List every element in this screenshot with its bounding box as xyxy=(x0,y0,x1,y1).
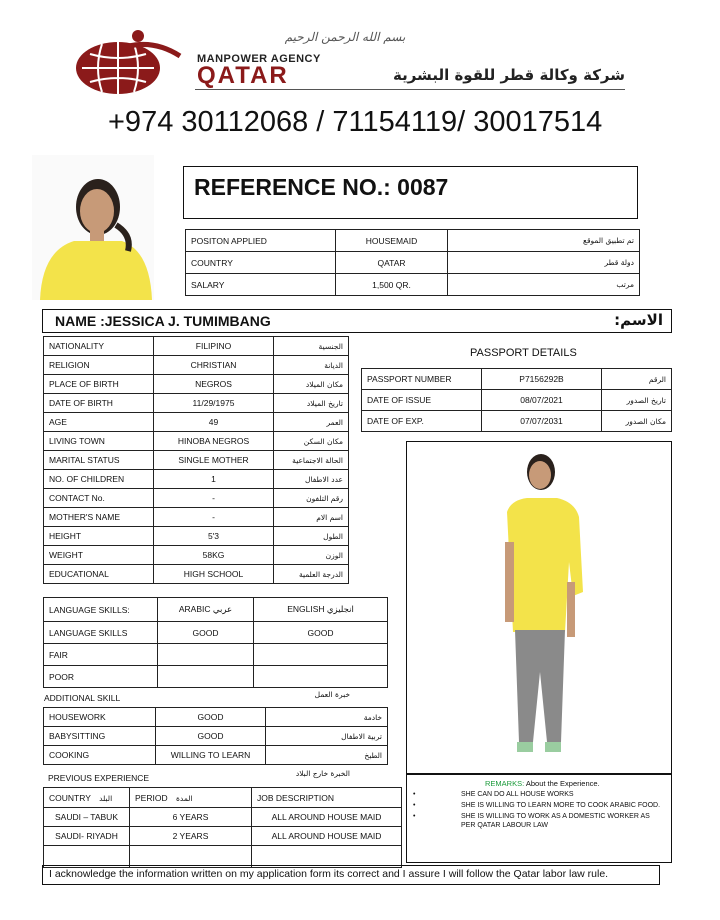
language-arabic: GOOD xyxy=(158,622,254,644)
agency-logo xyxy=(72,28,184,96)
position-value: HOUSEMAID xyxy=(336,230,448,252)
name-bar xyxy=(42,309,672,333)
personal-row xyxy=(44,546,349,565)
acknowledgement-text: I acknowledge the information written on my application form its correct and I assure I will follow the Qatar labor law rule. xyxy=(49,868,609,880)
personal-label: NATIONALITY xyxy=(44,337,154,356)
personal-value: 49 xyxy=(154,413,274,432)
additional-skill-title-ar: خبرة العمل xyxy=(314,690,350,699)
remarks-label: REMARKS: xyxy=(485,779,525,788)
agency-name-arabic: شركة وكالة قطر للقوة البشرية xyxy=(393,66,625,84)
reference-box xyxy=(183,166,638,219)
skill-value: WILLING TO LEARN xyxy=(156,746,266,765)
personal-row xyxy=(44,413,349,432)
personal-row xyxy=(44,394,349,413)
personal-ar: الدرجة العلمية xyxy=(274,565,349,584)
personal-row xyxy=(44,508,349,527)
passport-title: PASSPORT DETAILS xyxy=(470,347,577,359)
remarks-box xyxy=(406,774,672,863)
personal-ar: الوزن xyxy=(274,546,349,565)
experience-row xyxy=(44,808,402,827)
personal-row xyxy=(44,451,349,470)
language-row xyxy=(44,622,388,644)
skill-ar: الطبخ xyxy=(266,746,388,765)
experience-job: ALL AROUND HOUSE MAID xyxy=(252,827,402,846)
name-arabic-label: الاسم: xyxy=(614,311,663,329)
personal-value: - xyxy=(154,508,274,527)
position-ar: تم تطبيق الموقع xyxy=(448,230,640,252)
position-ar: دولة قطر xyxy=(448,252,640,274)
personal-row xyxy=(44,489,349,508)
position-value: 1,500 QR. xyxy=(336,274,448,296)
personal-ar: الحالة الاجتماعية xyxy=(274,451,349,470)
passport-ar: تاريخ الصدور xyxy=(602,390,672,411)
personal-value: CHRISTIAN xyxy=(154,356,274,375)
applicant-name: NAME :JESSICA J. TUMIMBANG xyxy=(55,313,271,329)
agency-name-line2: QATAR xyxy=(197,62,289,89)
experience-title-ar: الخبرة خارج البلاد xyxy=(295,769,350,778)
bullet-icon: • xyxy=(413,802,416,809)
personal-value: HINOBA NEGROS xyxy=(154,432,274,451)
personal-row xyxy=(44,527,349,546)
agency-name-line1: MANPOWER AGENCY xyxy=(197,53,321,65)
experience-row xyxy=(44,827,402,846)
personal-label: WEIGHT xyxy=(44,546,154,565)
language-arabic xyxy=(158,644,254,666)
passport-label: DATE OF ISSUE xyxy=(362,390,482,411)
skill-row xyxy=(44,727,388,746)
col-period: PERIOD xyxy=(135,792,168,803)
skill-label: COOKING xyxy=(44,746,156,765)
language-arabic xyxy=(158,666,254,688)
position-label: SALARY xyxy=(186,274,336,296)
passport-row xyxy=(362,390,672,411)
personal-row xyxy=(44,337,349,356)
position-ar: مرتب xyxy=(448,274,640,296)
personal-table xyxy=(43,336,349,584)
personal-ar: تاريخ الميلاد xyxy=(274,394,349,413)
personal-value: SINGLE MOTHER xyxy=(154,451,274,470)
personal-value: 5'3 xyxy=(154,527,274,546)
language-label: POOR xyxy=(44,666,158,688)
skill-value: GOOD xyxy=(156,708,266,727)
personal-ar: الديانة xyxy=(274,356,349,375)
personal-row xyxy=(44,565,349,584)
bismillah: بسم الله الرحمن الرحيم xyxy=(284,30,406,44)
remark-item xyxy=(413,801,665,810)
skill-label: HOUSEWORK xyxy=(44,708,156,727)
skill-ar: تربية الاطفال xyxy=(266,727,388,746)
personal-row xyxy=(44,375,349,394)
personal-label: LIVING TOWN xyxy=(44,432,154,451)
position-label: COUNTRY xyxy=(186,252,336,274)
personal-value: 58KG xyxy=(154,546,274,565)
passport-ar: الرقم xyxy=(602,369,672,390)
additional-skill-title: ADDITIONAL SKILL xyxy=(44,693,121,703)
personal-label: PLACE OF BIRTH xyxy=(44,375,154,394)
personal-value: - xyxy=(154,489,274,508)
language-english: GOOD xyxy=(254,622,388,644)
passport-row xyxy=(362,369,672,390)
language-row xyxy=(44,644,388,666)
personal-row xyxy=(44,432,349,451)
passport-value: 07/07/2031 xyxy=(482,411,602,432)
language-english xyxy=(254,666,388,688)
personal-row xyxy=(44,470,349,489)
position-table xyxy=(185,229,640,296)
passport-value: 08/07/2021 xyxy=(482,390,602,411)
personal-label: RELIGION xyxy=(44,356,154,375)
applicant-photo-full xyxy=(406,441,672,774)
personal-label: EDUCATIONAL xyxy=(44,565,154,584)
english-column-header: ENGLISH انجليزي xyxy=(254,598,388,622)
experience-country: SAUDI- RIYADH xyxy=(44,827,130,846)
phone-numbers: +974 30112068 / 71154119/ 30017514 xyxy=(108,106,603,138)
personal-ar: الجنسية xyxy=(274,337,349,356)
position-row xyxy=(186,252,640,274)
personal-label: HEIGHT xyxy=(44,527,154,546)
position-row xyxy=(186,274,640,296)
remark-text: SHE IS WILLING TO WORK AS A DOMESTIC WORKER AS PER QATAR LABOUR LAW xyxy=(461,813,650,829)
reference-number: REFERENCE NO.: 0087 xyxy=(194,174,449,200)
bullet-icon: • xyxy=(413,791,416,798)
col-country: COUNTRY xyxy=(49,792,91,803)
passport-table xyxy=(361,368,672,432)
language-header-label: LANGUAGE SKILLS: xyxy=(44,598,158,622)
language-row xyxy=(44,666,388,688)
personal-value: 11/29/1975 xyxy=(154,394,274,413)
personal-ar: العمر xyxy=(274,413,349,432)
remark-item xyxy=(413,790,665,799)
passport-value: P7156292B xyxy=(482,369,602,390)
arabic-column-header: ARABIC عربي xyxy=(158,598,254,622)
remark-text: SHE IS WILLING TO LEARN MORE TO COOK ARABIC FOOD. xyxy=(461,802,661,809)
experience-job: ALL AROUND HOUSE MAID xyxy=(252,808,402,827)
col-job: JOB DESCRIPTION xyxy=(252,788,402,808)
acknowledgement-box xyxy=(42,865,660,885)
personal-label: AGE xyxy=(44,413,154,432)
skill-ar: خادمة xyxy=(266,708,388,727)
skill-label: BABYSITTING xyxy=(44,727,156,746)
personal-ar: اسم الام xyxy=(274,508,349,527)
language-table xyxy=(43,597,388,688)
passport-ar: مكان الصدور xyxy=(602,411,672,432)
applicant-photo-small xyxy=(32,155,154,300)
experience-title: PREVIOUS EXPERIENCE xyxy=(48,773,150,783)
personal-value: FILIPINO xyxy=(154,337,274,356)
personal-label: NO. OF CHILDREN xyxy=(44,470,154,489)
personal-ar: مكان الميلاد xyxy=(274,375,349,394)
passport-label: DATE OF EXP. xyxy=(362,411,482,432)
personal-label: MARITAL STATUS xyxy=(44,451,154,470)
position-label: POSITON APPLIED xyxy=(186,230,336,252)
personal-value: NEGROS xyxy=(154,375,274,394)
col-country-ar: البلد xyxy=(99,793,113,803)
personal-row xyxy=(44,356,349,375)
personal-value: 1 xyxy=(154,470,274,489)
position-row xyxy=(186,230,640,252)
passport-row xyxy=(362,411,672,432)
bullet-icon: • xyxy=(413,813,416,820)
position-value: QATAR xyxy=(336,252,448,274)
skill-row xyxy=(44,746,388,765)
experience-table xyxy=(43,787,402,868)
personal-ar: رقم التلفون xyxy=(274,489,349,508)
remark-text: SHE CAN DO ALL HOUSE WORKS xyxy=(461,791,574,798)
skill-row xyxy=(44,708,388,727)
personal-label: CONTACT No. xyxy=(44,489,154,508)
personal-label: DATE OF BIRTH xyxy=(44,394,154,413)
language-label: LANGUAGE SKILLS xyxy=(44,622,158,644)
personal-ar: عدد الاطفال xyxy=(274,470,349,489)
skill-value: GOOD xyxy=(156,727,266,746)
personal-value: HIGH SCHOOL xyxy=(154,565,274,584)
col-period-ar: المدة xyxy=(175,793,193,803)
personal-label: MOTHER'S NAME xyxy=(44,508,154,527)
language-english xyxy=(254,644,388,666)
passport-label: PASSPORT NUMBER xyxy=(362,369,482,390)
remarks-intro: About the Experience. xyxy=(525,779,600,788)
header-underline xyxy=(195,89,625,90)
additional-table xyxy=(43,707,388,765)
personal-ar: الطول xyxy=(274,527,349,546)
personal-ar: مكان السكن xyxy=(274,432,349,451)
experience-period: 2 YEARS xyxy=(130,827,252,846)
language-label: FAIR xyxy=(44,644,158,666)
experience-country: SAUDI – TABUK xyxy=(44,808,130,827)
experience-period: 6 YEARS xyxy=(130,808,252,827)
remark-item xyxy=(413,812,665,830)
